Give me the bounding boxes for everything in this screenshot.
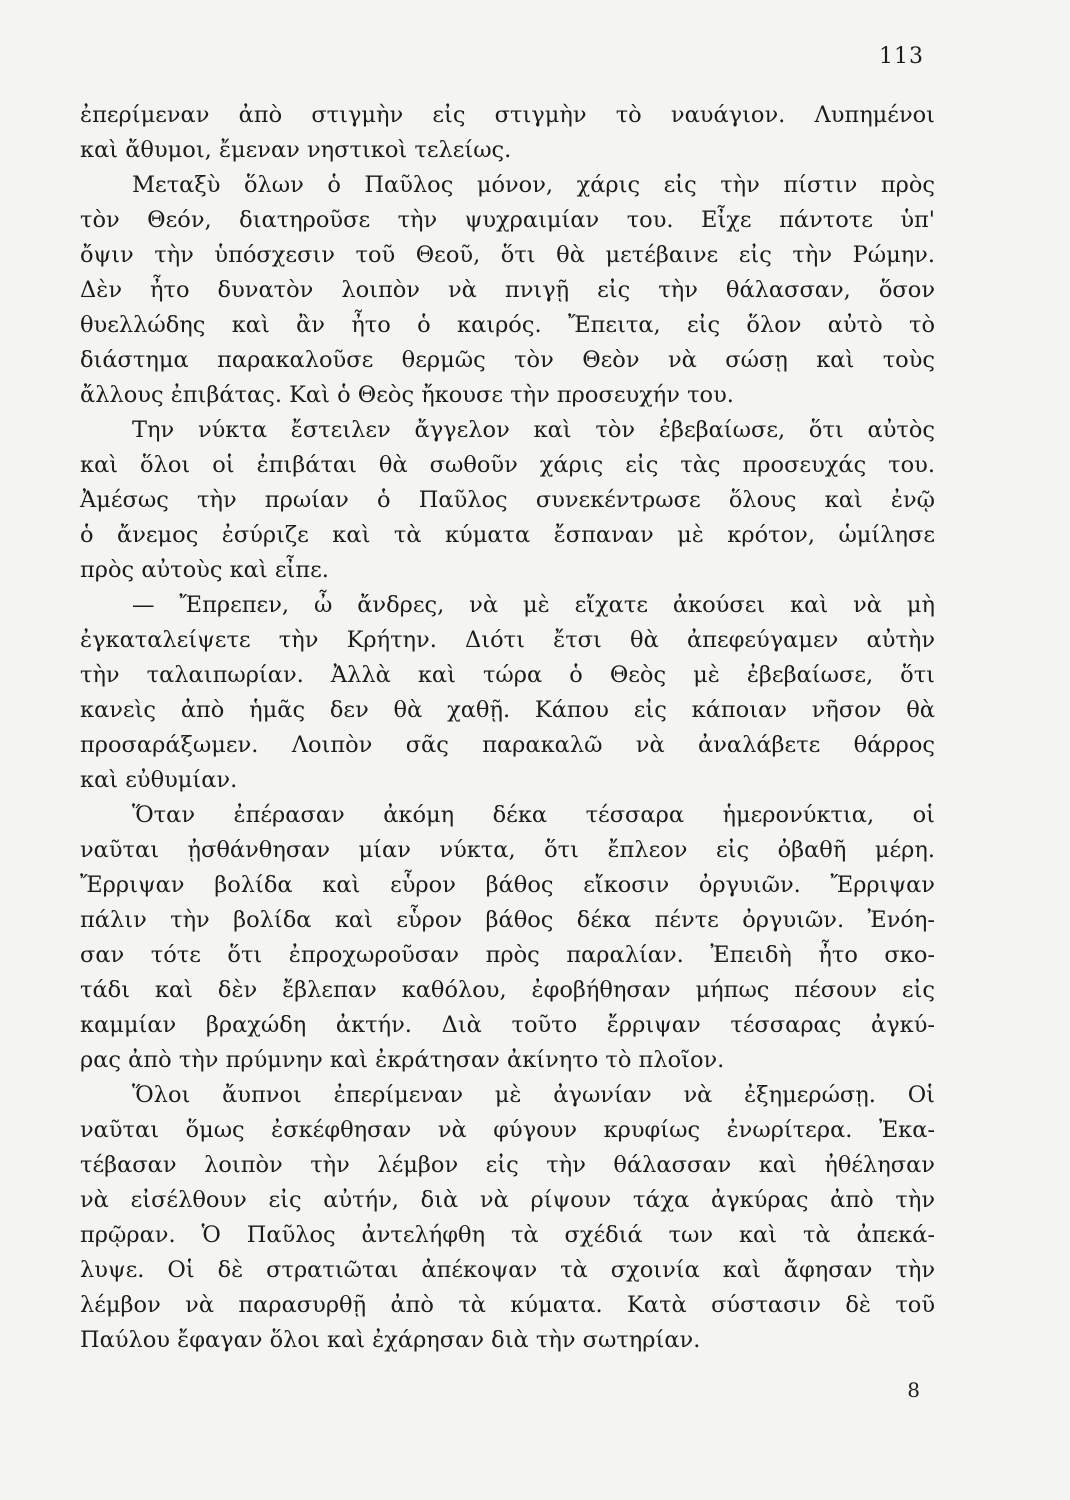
text-line: λυψε. Οἱ δὲ στρατιῶται ἀπέκοψαν τὰ σχοινία καὶ ἄφησαν τὴν — [80, 1257, 935, 1283]
body-text — [80, 98, 935, 1358]
text-line: ἐγκαταλείψετε τὴν Κρήτην. Διότι ἔτσι θὰ ἀπεφεύγαμεν αὐτὴν — [80, 627, 935, 653]
text-line: προσαράξωμεν. Λοιπὸν σᾶς παρακαλῶ νὰ ἀναλάβετε θάρρος — [80, 732, 935, 758]
text-line: ρας ἀπὸ τὴν πρύμνην καὶ ἐκράτησαν ἀκίνητο τὸ πλοῖον. — [80, 1047, 725, 1073]
text-line: ναῦται ὅμως ἐσκέφθησαν νὰ φύγουν κρυφίως ἐνωρίτερα. Ἐκα- — [80, 1117, 935, 1143]
text-line: ὁ ἄνεμος ἐσύριζε καὶ τὰ κύματα ἔσπαναν μὲ κρότον, ὡμίλησε — [80, 522, 935, 548]
text-line: πρῷραν. Ὁ Παῦλος ἀντελήφθη τὰ σχέδιά των καὶ τὰ ἀπεκά- — [80, 1222, 935, 1248]
text-line: καὶ ὅλοι οἱ ἐπιβάται θὰ σωθοῦν χάρις εἰς τὰς προσευχάς του. — [80, 452, 935, 478]
text-line: καὶ εὐθυμίαν. — [80, 767, 238, 793]
text-line: Ὅλοι ἄυπνοι ἐπερίμεναν μὲ ἀγωνίαν νὰ ἐξημερώσῃ. Οἱ — [132, 1082, 935, 1108]
text-line: κανεὶς ἀπὸ ἡμᾶς δεν θὰ χαθῇ. Κάπου εἰς κάποιαν νῆσον θὰ — [80, 697, 935, 723]
text-line: Την νύκτα ἔστειλεν ἄγγελον καὶ τὸν ἐβεβαίωσε, ὅτι αὐτὸς — [132, 417, 935, 443]
text-line: Ἔρριψαν βολίδα καὶ εὗρον βάθος εἴκοσιν ὀργυιῶν. Ἔρριψαν — [80, 872, 935, 898]
text-line: νὰ εἰσέλθουν εἰς αὐτήν, διὰ νὰ ρίψουν τάχα ἀγκύρας ἀπὸ τὴν — [80, 1187, 935, 1213]
text-line: τὴν ταλαιπωρίαν. Ἀλλὰ καὶ τώρα ὁ Θεὸς μὲ ἐβεβαίωσε, ὅτι — [80, 662, 935, 688]
text-line: ναῦται ᾐσθάνθησαν μίαν νύκτα, ὅτι ἔπλεον εἰς ὀβαθῆ μέρη. — [80, 837, 935, 863]
text-line: ὄψιν τὴν ὑπόσχεσιν τοῦ Θεοῦ, ὅτι θὰ μετέβαινε εἰς τὴν Ρώμην. — [80, 242, 935, 268]
text-line: καμμίαν βραχώδη ἀκτήν. Διὰ τοῦτο ἔρριψαν τέσσαρας ἀγκύ- — [80, 1012, 935, 1038]
text-line: Μεταξὺ ὅλων ὁ Παῦλος μόνον, χάρις εἰς τὴν πίστιν πρὸς — [132, 172, 935, 198]
page-number: 113 — [879, 44, 924, 69]
text-line: Παύλου ἔφαγαν ὅλοι καὶ ἐχάρησαν διὰ τὴν σωτηρίαν. — [80, 1327, 701, 1353]
text-line: Ὅταν ἐπέρασαν ἀκόμη δέκα τέσσαρα ἡμερονύκτια, οἱ — [132, 802, 935, 828]
text-line: πρὸς αὐτοὺς καὶ εἶπε. — [80, 557, 329, 583]
text-line: Δὲν ἦτο δυνατὸν λοιπὸν νὰ πνιγῇ εἰς τὴν θάλασσαν, ὅσον — [80, 277, 935, 303]
text-line: Ἀμέσως τὴν πρωίαν ὁ Παῦλος συνεκέντρωσε ὅλους καὶ ἐνῷ — [80, 487, 935, 513]
text-line: ἄλλους ἐπιβάτας. Καὶ ὁ Θεὸς ἤκουσε τὴν προσευχήν του. — [80, 382, 734, 408]
text-line: σαν τότε ὅτι ἐπροχωροῦσαν πρὸς παραλίαν. Ἐπειδὴ ἦτο σκο- — [80, 942, 935, 968]
text-line: θυελλώδης καὶ ἂν ἦτο ὁ καιρός. Ἔπειτα, εἰς ὅλον αὐτὸ τὸ — [80, 312, 935, 338]
text-line: λέμβον νὰ παρασυρθῇ ἀπὸ τὰ κύματα. Κατὰ σύστασιν δὲ τοῦ — [80, 1292, 935, 1318]
text-line: τέβασαν λοιπὸν τὴν λέμβον εἰς τὴν θάλασσαν καὶ ἠθέλησαν — [80, 1152, 935, 1178]
text-line: πάλιν τὴν βολίδα καὶ εὗρον βάθος δέκα πέντε ὀργυιῶν. Ἐνόη- — [80, 907, 935, 933]
text-line: τὸν Θεόν, διατηροῦσε τὴν ψυχραιμίαν του. Εἶχε πάντοτε ὑπ' — [80, 207, 935, 233]
signature-mark: 8 — [907, 1378, 920, 1402]
text-line: τάδι καὶ δὲν ἔβλεπαν καθόλου, ἐφοβήθησαν μήπως πέσουν εἰς — [80, 977, 935, 1003]
text-line: ἐπερίμεναν ἀπὸ στιγμὴν εἰς στιγμὴν τὸ ναυάγιον. Λυπημένοι — [80, 102, 935, 128]
text-line: διάστημα παρακαλοῦσε θερμῶς τὸν Θεὸν νὰ σώσῃ καὶ τοὺς — [80, 347, 935, 373]
text-line: καὶ ἄθυμοι, ἔμεναν νηστικοὶ τελείως. — [80, 137, 512, 163]
text-line: — Ἔπρεπεν, ὦ ἄνδρες, νὰ μὲ εἴχατε ἀκούσει καὶ νὰ μὴ — [132, 592, 935, 618]
